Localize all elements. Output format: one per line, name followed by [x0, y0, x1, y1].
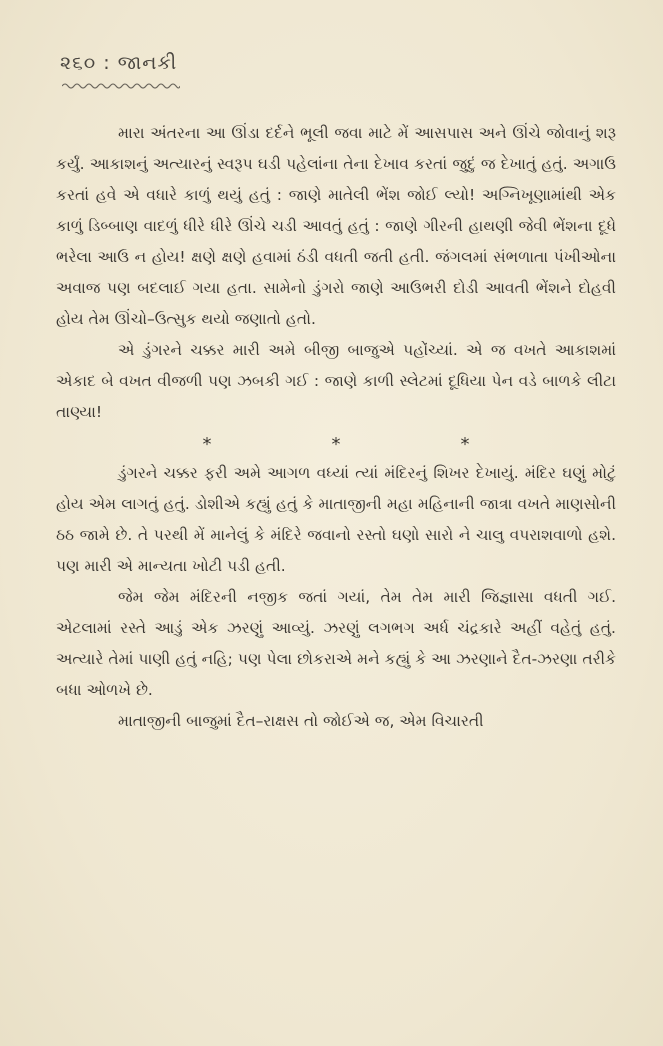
separator-star: *: [331, 434, 341, 455]
separator-star: *: [202, 434, 212, 455]
paragraph-3: ડુંગરને ચક્કર ફરી અમે આગળ વધ્યાં ત્યાં મંદિરનું શિખર દેખાયું. મંદિર ઘણું મોટું હોય એમ લાગતું હતું. ડોશીએ કહ્યું હતું કે માતાજીની મહા મહિનાની જાત્રા વખતે માણસોની ઠઠ જામે છે. તે પરથી મેં માનેલું કે મંદિરે જવાનો રસ્તો ઘણો સારો ને ચાલુ વપરાશવાળો હશે. પણ મારી એ માન્યતા ખોટી પડી હતી.: [56, 464, 616, 575]
separator-star: *: [460, 434, 470, 455]
header-wavy-rule: [62, 82, 180, 90]
paragraph-5: માતાજીની બાજુમાં દૈત–રાક્ષસ તો જોઈએ જ, એમ વિચારતી: [118, 712, 484, 730]
running-header: ૨૬૦ : જાનકી: [60, 52, 178, 74]
paragraph-2: એ ડુંગરને ચક્કર મારી અમે બીજી બાજુએ પહોંચ્યાં. એ જ વખતે આકાશમાં એકાદ બે વખત વીજળી પણ ઝબકી ગઈ : જાણે કાળી સ્લેટમાં દૂધિયા પેન વડે બાળકે લીટા તાણ્યા!: [56, 341, 616, 421]
paragraph-4: જેમ જેમ મંદિરની નજીક જતાં ગયાં, તેમ તેમ મારી જિજ્ઞાસા વધતી ગઈ. એટલામાં રસ્તે આડું એક ઝરણું આવ્યું. ઝરણું લગભગ અર્ધ ચંદ્રકારે અહીં વહેતું હતું. અત્યારે તેમાં પાણી હતું નહિ; પણ પેલા છોકરાએ મને કહ્યું કે આ ઝરણાને દૈત-ઝરણા તરીકે બધા ઓળખે છે.: [56, 588, 616, 699]
body-text: [56, 118, 616, 737]
paragraph-1: મારા અંતરના આ ઊંડા દર્દને ભૂલી જવા માટે મેં આસપાસ અને ઊંચે જોવાનું શરૂ કર્યું. આકાશનું અત્યારનું સ્વરૂપ ઘડી પહેલાંના તેના દેખાવ કરતાં જુદું જ દેખાતું હતું. અગાઉ કરતાં હવે એ વધારે કાળું થયું હતું : જાણે માતેલી ભેંશ જોઈ લ્યો! અગ્નિખૂણામાંથી એક કાળું ડિબ્બાણ વાદળું ધીરે ધીરે ઊંચે ચડી આવતું હતું : જાણે ગીરની હાથણી જેવી ભેંશના દૂધે ભરેલા આઉ ન હોય! ક્ષણે ક્ષણે હવામાં ઠંડી વધતી જતી હતી. જંગલમાં સંભળાતા પંખીઓના અવાજ પણ બદલાઈ ગયા હતા. સામેનો ડુંગરો જાણે આઉભરી દોડી આવતી ભેંશને દોહવી હોય તેમ ઊંચો–ઉત્સુક થયો જણાતો હતો.: [56, 124, 616, 328]
section-separator: [56, 432, 616, 458]
